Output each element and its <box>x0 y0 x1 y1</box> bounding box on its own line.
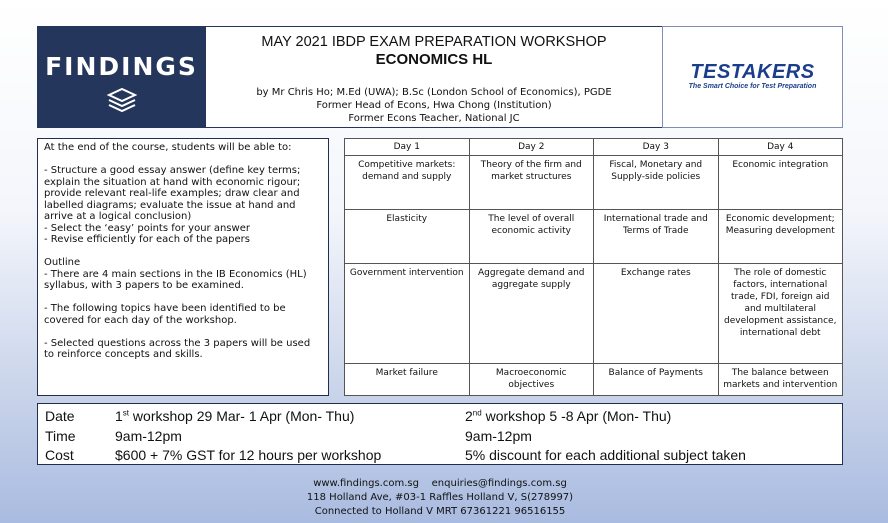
topic-cell: The level of overall economic activity <box>469 210 594 264</box>
schedule-row <box>345 210 843 264</box>
discount-note: 5% discount for each additional subject taken <box>465 447 746 463</box>
workshop-info-panel <box>37 403 843 465</box>
testakers-logo <box>662 26 843 128</box>
schedule-header-row <box>345 139 843 156</box>
ordinal-suffix: st <box>122 408 130 418</box>
schedule-row <box>345 264 843 364</box>
day-header: Day 3 <box>594 139 719 156</box>
website-link[interactable]: www.findings.com.sg <box>313 478 419 489</box>
topic-cell: Elasticity <box>345 210 470 264</box>
topic-cell: Theory of the firm and market structures <box>469 156 594 210</box>
topic-cell: Exchange rates <box>594 264 719 364</box>
outline-point: - There are 4 main sections in the IB Economics (HL) syllabus, with 3 papers to be examined. <box>44 268 307 291</box>
date-text: workshop 5 -8 Apr (Mon- Thu) <box>481 408 672 424</box>
day-header: Day 2 <box>469 139 594 156</box>
schedule-row <box>345 156 843 210</box>
topic-cell: Aggregate demand and aggregate supply <box>469 264 594 364</box>
date-label: Date <box>45 408 75 424</box>
schedule-table <box>344 138 843 396</box>
second-workshop-time: 9am-12pm <box>465 428 532 444</box>
day-header: Day 4 <box>718 139 843 156</box>
findings-brand-text: FINDINGS <box>45 52 198 81</box>
course-subtitle: ECONOMICS HL <box>375 51 493 68</box>
topic-cell: Economic development; Measuring development <box>718 210 843 264</box>
outline-heading: Outline <box>44 257 81 268</box>
topic-cell: International trade and Terms of Trade <box>594 210 719 264</box>
objective-point: - Select the ‘easy’ points for your answer <box>44 222 250 234</box>
contact-line <box>0 478 880 489</box>
outline-point: - Selected questions across the 3 papers will be used to reinforce concepts and skills. <box>44 337 311 360</box>
schedule-row <box>345 364 843 396</box>
outline-point: - The following topics have been identified to be covered for each day of the workshop. <box>44 303 286 326</box>
topic-cell: Economic integration <box>718 156 843 210</box>
email-link[interactable]: enquiries@findings.com.sg <box>431 478 567 489</box>
phone-line: Connected to Holland V MRT 67361221 96516155 <box>314 506 566 517</box>
objectives-intro: At the end of the course, students will be able to: <box>44 142 292 153</box>
stacked-boxes-icon <box>106 86 138 114</box>
second-workshop-date <box>465 408 671 424</box>
topic-cell: Government intervention <box>345 264 470 364</box>
topic-cell: Competitive markets: demand and supply <box>345 156 470 210</box>
course-objectives-panel <box>37 138 329 396</box>
ordinal-number: 1 <box>115 408 123 424</box>
credential-line: Former Econs Teacher, National JC <box>348 113 520 124</box>
objective-point: - Revise efficiently for each of the papers <box>44 234 250 245</box>
topic-cell: Macroeconomic objectives <box>469 364 594 396</box>
first-workshop-date <box>115 408 354 424</box>
time-label: Time <box>45 428 76 444</box>
topic-cell: Balance of Payments <box>594 364 719 396</box>
first-workshop-time: 9am-12pm <box>115 428 182 444</box>
ordinal-suffix: nd <box>472 408 482 418</box>
first-workshop-cost: $600 + 7% GST for 12 hours per workshop <box>115 447 382 463</box>
workshop-title-box <box>205 26 663 128</box>
testakers-tagline: The Smart Choice for Test Preparation <box>688 83 817 90</box>
findings-logo <box>37 26 206 128</box>
ordinal-number: 2 <box>465 408 473 424</box>
date-text: workshop 29 Mar- 1 Apr (Mon- Thu) <box>129 408 355 424</box>
credential-line: by Mr Chris Ho; M.Ed (UWA); B.Sc (London School of Economics), PGDE <box>256 87 612 98</box>
topic-cell: The balance between markets and intervention <box>718 364 843 396</box>
address-line: 118 Holland Ave, #03-1 Raffles Holland V, S(278997) <box>306 492 574 503</box>
topic-cell: Fiscal, Monetary and Supply-side policies <box>594 156 719 210</box>
topic-cell: The role of domestic factors, international trade, FDI, foreign aid and multilateral development assistance, international debt <box>718 264 843 364</box>
topic-cell: Market failure <box>345 364 470 396</box>
workshop-title: MAY 2021 IBDP EXAM PREPARATION WORKSHOP <box>261 34 607 50</box>
objective-point: - Structure a good essay answer (define key terms; explain the situation at hand with economic rigour; provide relevant real-life examples; draw clear and labelled diagrams; evaluate the issue at hand and arrive at a logical conclusion) <box>44 165 301 222</box>
credential-line: Former Head of Econs, Hwa Chong (Institution) <box>316 100 552 111</box>
day-header: Day 1 <box>345 139 470 156</box>
testakers-brand-text: TESTAKERS <box>690 61 815 83</box>
cost-label: Cost <box>45 447 74 463</box>
